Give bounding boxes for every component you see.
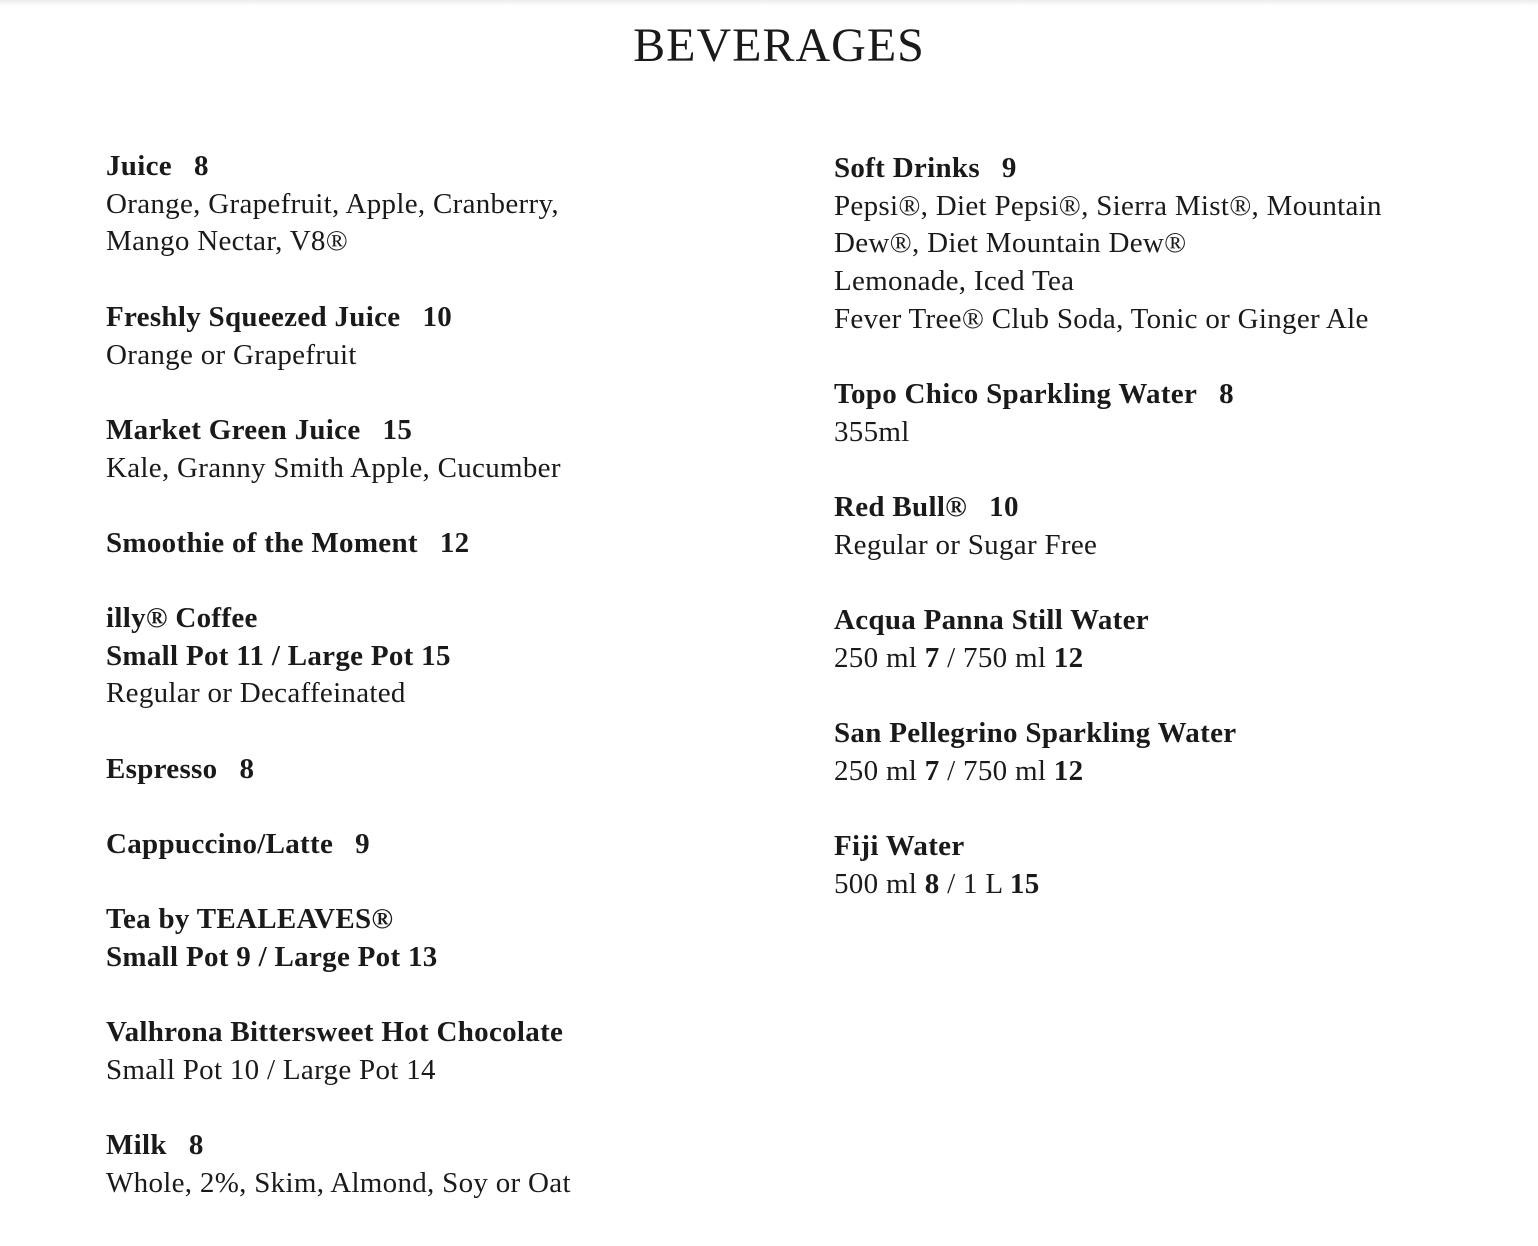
item-name: Acqua Panna Still Water [834,604,1149,636]
item-description: Mango Nectar, V8® [106,225,349,258]
item-name: Market Green Juice [106,414,361,446]
item-description: Orange or Grapefruit [106,338,357,371]
menu-item-cappuccino-latte [106,826,746,864]
item-price: 9 [1001,152,1017,184]
item-sizes: 500 ml 8 / 1 L 15 [834,867,1040,900]
item-name: Soft Drinks [834,152,980,184]
item-name: San Pellegrino Sparkling Water [834,717,1237,749]
item-name: Topo Chico Sparkling Water [834,378,1198,410]
item-price: 8 [193,150,209,182]
item-name: Espresso [106,753,218,785]
item-name: Cappuccino/Latte [106,828,334,860]
menu-item-fiji-water [834,828,1474,903]
menu-item-market-green-juice [106,412,746,487]
item-name: Valhrona Bittersweet Hot Chocolate [106,1016,564,1048]
item-description: Pepsi®, Diet Pepsi®, Sierra Mist®, Mountain [834,189,1382,222]
item-price: 12 [439,527,470,559]
item-name: Fiji Water [834,830,965,862]
menu-item-san-pellegrino [834,715,1474,790]
item-description: Regular or Sugar Free [834,528,1098,561]
item-description: 355ml [834,415,910,448]
menu-item-tea [106,901,746,976]
page-top-shadow [0,0,1538,6]
menu-item-topo-chico [834,376,1474,451]
item-description: Fever Tree® Club Soda, Tonic or Ginger Ale [834,302,1369,335]
item-description: Lemonade, Iced Tea [834,265,1075,298]
menu-item-illy-coffee [106,600,746,713]
menu-item-milk [106,1127,746,1202]
menu-item-soft-drinks [834,150,1474,339]
item-price: 10 [422,301,453,333]
menu-item-espresso [106,751,746,789]
menu-item-juice [106,148,746,261]
item-description: Regular or Decaffeinated [106,677,406,710]
item-price: 8 [188,1129,204,1161]
item-sizes: Small Pot 9 / Large Pot 13 [106,940,438,973]
menu-item-smoothie [106,525,746,563]
menu-item-hot-chocolate [106,1014,746,1089]
item-sizes: Small Pot 11 / Large Pot 15 [106,639,451,672]
item-description: Dew®, Diet Mountain Dew® [834,227,1187,260]
item-name: Milk [106,1129,167,1161]
item-price: 8 [239,753,255,785]
menu-item-freshly-squeezed-juice [106,299,746,374]
item-description: Kale, Granny Smith Apple, Cucumber [106,451,561,484]
item-price: 9 [355,828,370,860]
item-name: Red Bull® [834,491,968,523]
item-name: Smoothie of the Moment [106,527,418,559]
item-name: Freshly Squeezed Juice [106,301,401,333]
item-name: Tea by TEALEAVES® [106,903,394,935]
item-sizes: Small Pot 10 / Large Pot 14 [106,1053,436,1086]
item-sizes: 250 ml 7 / 750 ml 12 [834,754,1084,787]
item-description: Orange, Grapefruit, Apple, Cranberry, [106,187,559,220]
item-sizes: 250 ml 7 / 750 ml 12 [834,641,1084,674]
item-price: 8 [1219,378,1234,410]
menu-item-red-bull [834,489,1474,564]
item-name: Juice [106,150,172,182]
item-description: Whole, 2%, Skim, Almond, Soy or Oat [106,1166,571,1199]
menu-item-acqua-panna [834,602,1474,677]
item-price: 15 [382,414,413,446]
item-name: illy® Coffee [106,602,258,634]
menu-title: BEVERAGES [633,19,925,72]
item-price: 10 [989,491,1019,523]
